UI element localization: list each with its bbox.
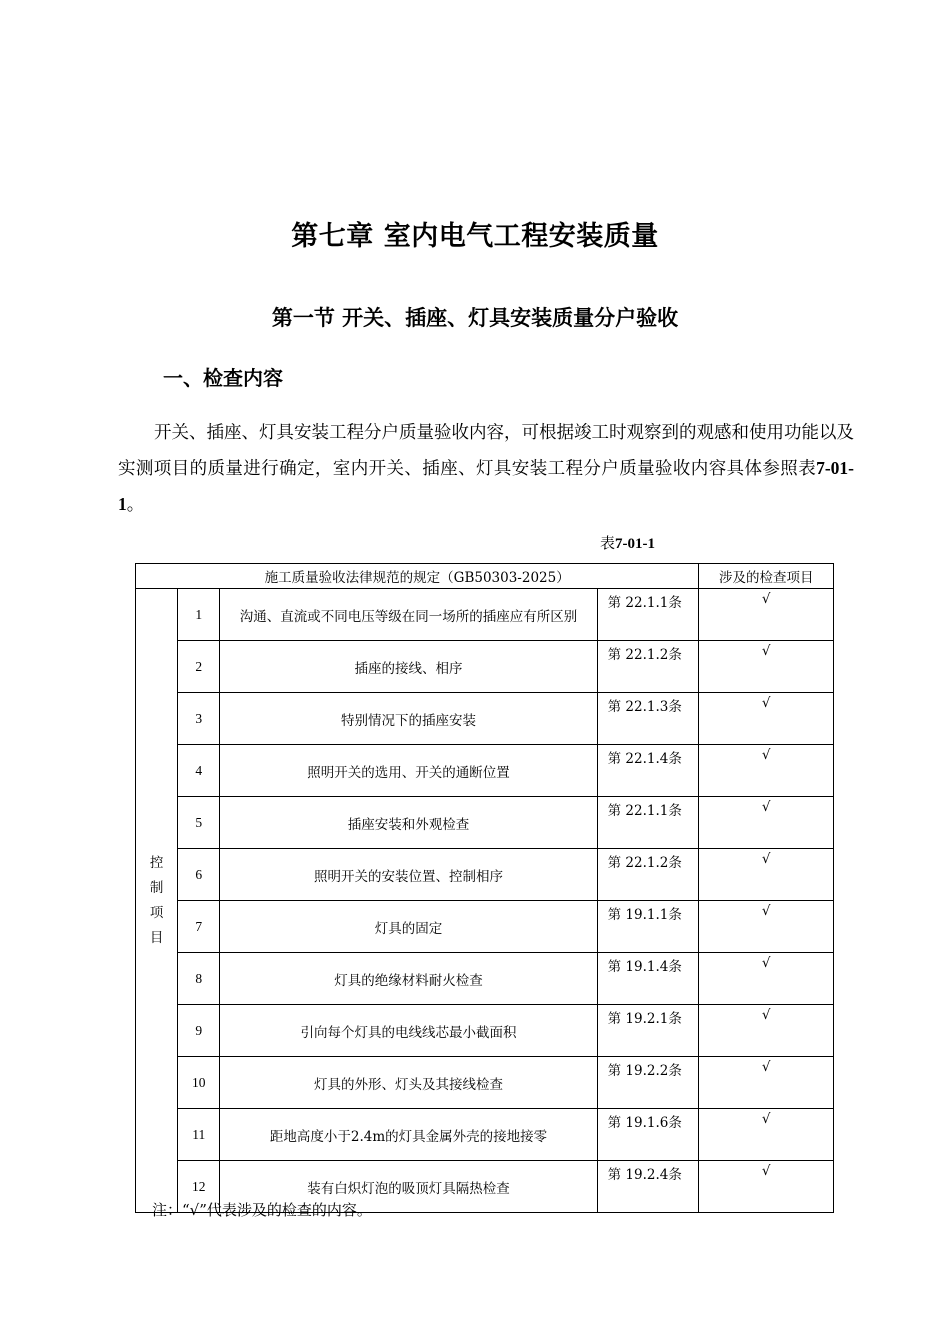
section-title: 第一节 开关、插座、灯具安装质量分户验收 <box>271 306 679 330</box>
row-check: √ <box>699 1057 834 1109</box>
table-row <box>136 745 834 797</box>
table-row <box>136 797 834 849</box>
row-check: √ <box>699 641 834 693</box>
caption-prefix: 表 <box>600 534 616 552</box>
row-item: 照明开关的安装位置、控制相序 <box>220 849 597 901</box>
row-number: 1 <box>178 589 220 641</box>
row-check: √ <box>699 693 834 745</box>
table-header-row <box>136 564 834 589</box>
row-clause: 第 19.1.6条 <box>597 1109 699 1161</box>
row-check: √ <box>699 745 834 797</box>
row-item: 插座安装和外观检查 <box>220 797 597 849</box>
row-clause: 第 19.2.2条 <box>597 1057 699 1109</box>
row-clause: 第 22.1.2条 <box>597 849 699 901</box>
row-clause: 第 19.2.1条 <box>597 1005 699 1057</box>
chapter-title: 第七章 室内电气工程安装质量 <box>291 221 659 252</box>
row-check: √ <box>699 589 834 641</box>
row-number: 7 <box>178 901 220 953</box>
header-check: 涉及的检查项目 <box>699 564 834 589</box>
row-number: 5 <box>178 797 220 849</box>
table-caption <box>600 532 655 553</box>
row-clause: 第 19.2.4条 <box>597 1161 699 1213</box>
row-number: 6 <box>178 849 220 901</box>
subheading: 一、检查内容 <box>163 366 283 390</box>
row-item: 装有白炽灯泡的吸顶灯具隔热检查 <box>220 1161 597 1213</box>
row-item: 灯具的绝缘材料耐火检查 <box>220 953 597 1005</box>
table-row <box>136 1057 834 1109</box>
row-clause: 第 22.1.2条 <box>597 641 699 693</box>
table-row <box>136 1005 834 1057</box>
table-row <box>136 901 834 953</box>
inspection-table <box>135 563 834 1213</box>
category-label: 控制项目 <box>149 854 164 946</box>
row-number: 12 <box>178 1161 220 1213</box>
row-check: √ <box>699 953 834 1005</box>
row-number: 8 <box>178 953 220 1005</box>
intro-paragraph <box>118 416 854 523</box>
row-number: 2 <box>178 641 220 693</box>
row-item: 沟通、直流或不同电压等级在同一场所的插座应有所区别 <box>220 589 597 641</box>
paragraph-text: 开关、插座、灯具安装工程分户质量验收内容，可根据竣工时观察到的观感和使用功能以及实测项目的质量进行确定，室内开关、插座、灯具安装工程分户质量验收内容具体参照表 <box>118 423 854 479</box>
row-item: 照明开关的选用、开关的通断位置 <box>220 745 597 797</box>
row-item: 灯具的外形、灯头及其接线检查 <box>220 1057 597 1109</box>
row-check: √ <box>699 797 834 849</box>
row-number: 4 <box>178 745 220 797</box>
table-row <box>136 849 834 901</box>
category-cell <box>136 589 178 1213</box>
row-clause: 第 19.1.1条 <box>597 901 699 953</box>
row-number: 10 <box>178 1057 220 1109</box>
row-clause: 第 22.1.4条 <box>597 745 699 797</box>
row-check: √ <box>699 849 834 901</box>
row-item: 引向每个灯具的电线线芯最小截面积 <box>220 1005 597 1057</box>
header-spec: 施工质量验收法律规范的规定（GB50303-2025） <box>136 564 699 589</box>
row-check: √ <box>699 901 834 953</box>
row-number: 3 <box>178 693 220 745</box>
row-clause: 第 19.1.4条 <box>597 953 699 1005</box>
row-number: 11 <box>178 1109 220 1161</box>
row-check: √ <box>699 1109 834 1161</box>
row-number: 9 <box>178 1005 220 1057</box>
row-clause: 第 22.1.1条 <box>597 589 699 641</box>
table-reference: 7-01-1 <box>118 458 854 514</box>
table-row <box>136 953 834 1005</box>
row-check: √ <box>699 1161 834 1213</box>
table-row <box>136 641 834 693</box>
row-clause: 第 22.1.3条 <box>597 693 699 745</box>
row-item: 距地高度小于2.4m的灯具金属外壳的接地接零 <box>220 1109 597 1161</box>
row-check: √ <box>699 1005 834 1057</box>
row-clause: 第 22.1.1条 <box>597 797 699 849</box>
row-item: 灯具的固定 <box>220 901 597 953</box>
table-row <box>136 1109 834 1161</box>
table-row <box>136 693 834 745</box>
table-note: 注：“√”代表涉及的检查的内容。 <box>152 1201 372 1219</box>
table-row <box>136 589 834 641</box>
paragraph-end: 。 <box>126 495 145 515</box>
row-item: 插座的接线、相序 <box>220 641 597 693</box>
caption-number: 7-01-1 <box>615 536 656 552</box>
row-item: 特别情况下的插座安装 <box>220 693 597 745</box>
